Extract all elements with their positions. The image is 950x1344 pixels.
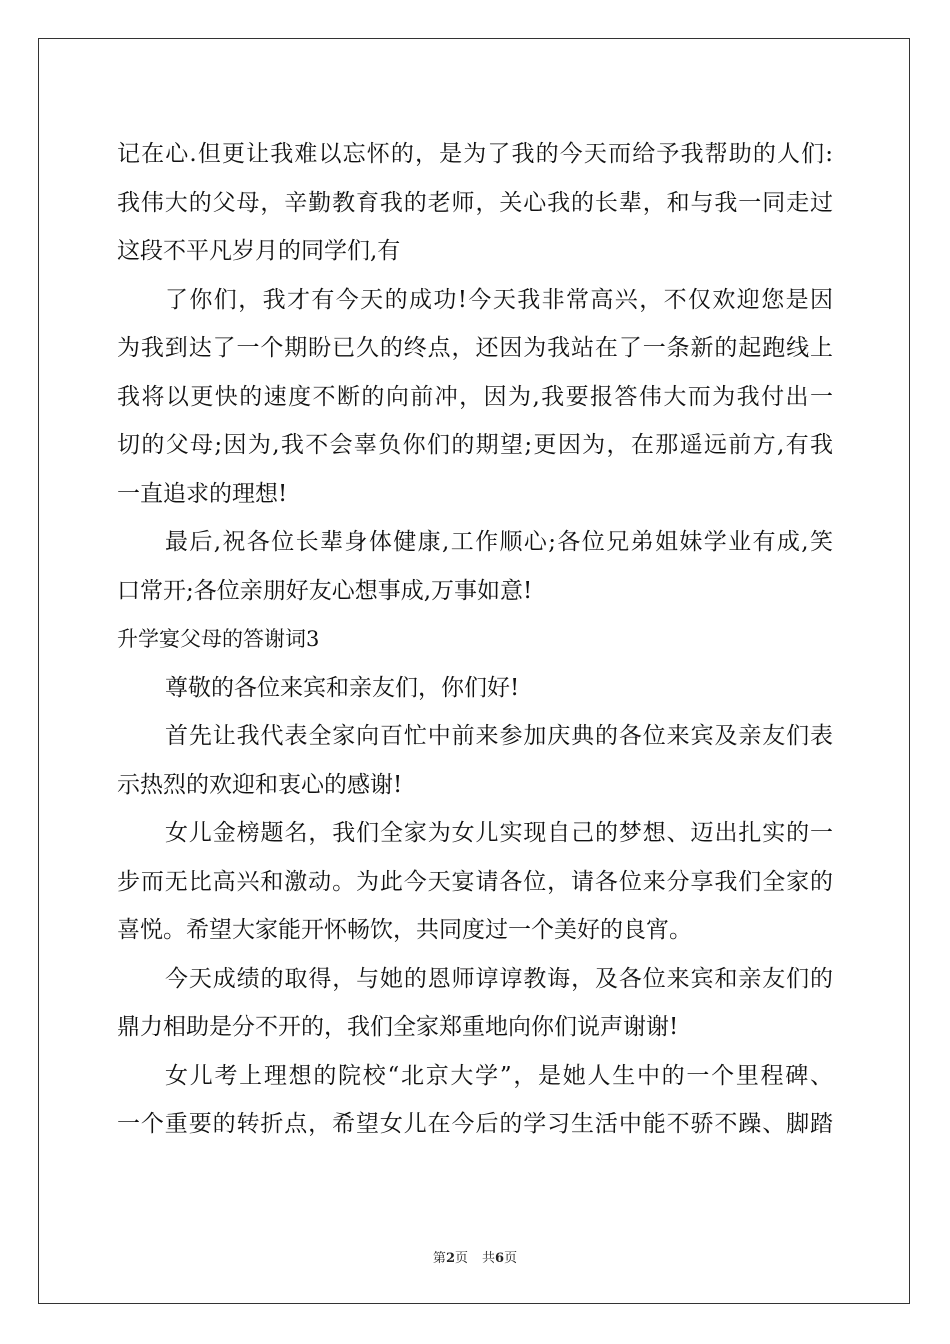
paragraph — [117, 1052, 833, 1149]
text-line: 喜悦。希望大家能开怀畅饮，共同度过一个美好的良宵。 — [117, 917, 692, 943]
page-footer — [0, 1247, 950, 1266]
text-line: 这段不平凡岁月的同学们,有 — [117, 238, 401, 264]
text-line: 记在心.但更让我难以忘怀的，是为了我的今天而给予我帮助的人们: — [117, 141, 833, 167]
text-line: 一直追求的理想! — [117, 480, 288, 507]
text-line: 我将以更快的速度不断的向前冲，因为,我要报答伟大而为我付出一 — [117, 383, 833, 410]
text-line: 为我到达了一个期盼已久的终点，还因为我站在了一条新的起跑线上 — [117, 335, 833, 361]
document-body — [117, 130, 833, 1149]
page-suffix: 页 — [454, 1251, 468, 1266]
paragraph — [117, 712, 833, 809]
text-line: 切的父母;因为,我不会辜负你们的期望;更因为，在那遥远前方,有我 — [117, 432, 833, 458]
paragraph — [117, 809, 833, 955]
text-line: 今天成绩的取得，与她的恩师谆谆教诲，及各位来宾和亲友们的 — [165, 965, 833, 992]
text-line: 鼎力相助是分不开的，我们全家郑重地向你们说声谢谢! — [117, 1014, 679, 1040]
paragraph — [117, 955, 833, 1052]
text-line: 一个重要的转折点，希望女儿在今后的学习生活中能不骄不躁、脚踏 — [117, 1111, 833, 1137]
total-suffix: 页 — [504, 1251, 518, 1266]
paragraph — [117, 664, 833, 713]
text-line: 示热烈的欢迎和衷心的感谢! — [117, 771, 403, 798]
heading-text: 升学宴父母的答谢词3 — [117, 627, 320, 651]
paragraph — [117, 276, 833, 519]
text-line: 了你们，我才有今天的成功!今天我非常高兴，不仅欢迎您是因 — [165, 286, 833, 313]
total-prefix: 共 — [482, 1251, 496, 1266]
current-page-number: 2 — [445, 1251, 455, 1266]
text-line: 口常开;各位亲朋好友心想事成,万事如意! — [117, 577, 533, 604]
text-line: 最后,祝各位长辈身体健康,工作顺心;各位兄弟姐妹学业有成,笑 — [165, 529, 833, 555]
paragraph — [117, 130, 833, 276]
text-line: 步而无比高兴和激动。为此今天宴请各位，请各位来分享我们全家的 — [117, 868, 833, 895]
section-heading — [117, 615, 833, 664]
text-line: 我伟大的父母，辛勤教育我的老师，关心我的长辈，和与我一同走过 — [117, 189, 833, 216]
text-line: 女儿考上理想的院校“北京大学”，是她人生中的一个里程碑、 — [165, 1062, 833, 1089]
paragraph — [117, 518, 833, 615]
total-page-number: 6 — [495, 1251, 505, 1266]
text-line: 首先让我代表全家向百忙中前来参加庆典的各位来宾及亲友们表 — [165, 723, 833, 749]
text-line: 尊敬的各位来宾和亲友们，你们好! — [165, 674, 520, 701]
text-line: 女儿金榜题名，我们全家为女儿实现自己的梦想、迈出扎实的一 — [165, 820, 833, 846]
page-prefix: 第 — [432, 1251, 446, 1266]
